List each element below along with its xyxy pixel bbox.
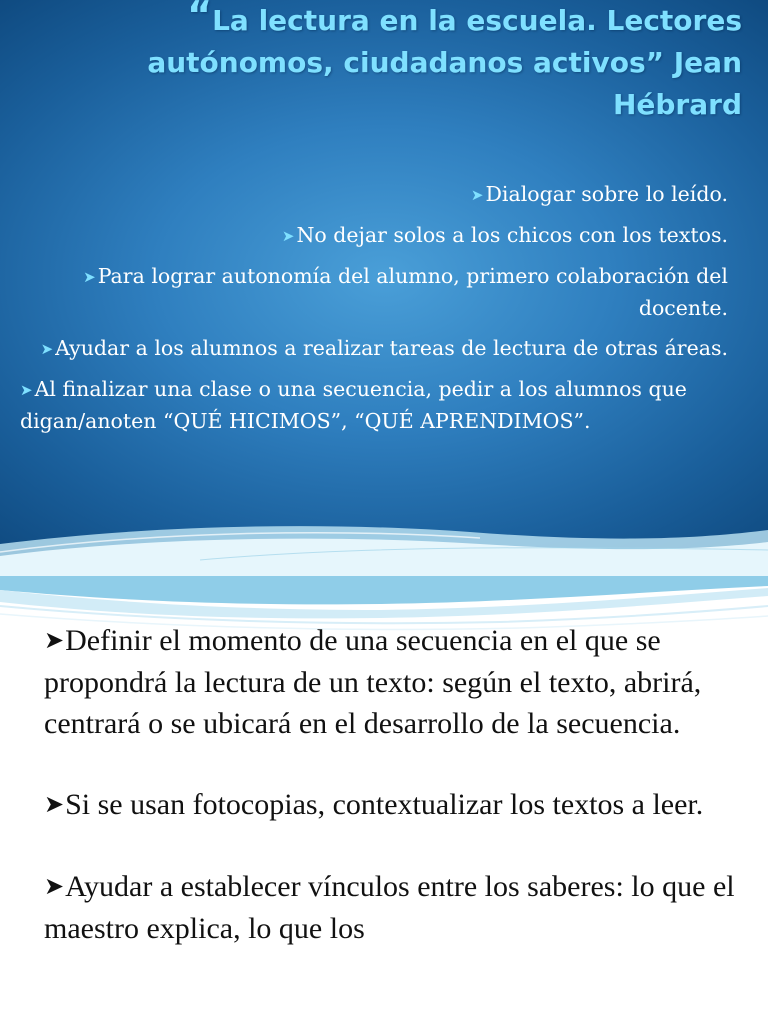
bullet-text: Ayudar a los alumnos a realizar tareas de lectura de otras áreas.	[55, 336, 728, 360]
bullet-item	[20, 179, 728, 211]
title-open-quote: “	[187, 0, 213, 37]
bullet-text: Dialogar sobre lo leído.	[485, 182, 728, 206]
arrow-bullet-icon: ➤	[40, 340, 54, 358]
bullet-item	[20, 261, 728, 324]
bullet-text: Ayudar a establecer vínculos entre los saberes: lo que el maestro explica, lo que los	[44, 870, 735, 945]
arrow-bullet-icon: ➤	[281, 227, 295, 245]
slide-1-bullet-list	[20, 179, 728, 446]
bullet-item	[20, 220, 728, 252]
bottom-wave-decoration	[0, 516, 768, 576]
arrow-bullet-icon: ➤	[44, 628, 65, 654]
bullet-item	[44, 620, 744, 744]
arrow-bullet-icon: ➤	[20, 381, 33, 399]
bullet-text: Al finalizar una clase o una secuencia, pedir a los alumnos que digan/anoten “QUÉ HICIMOS”, “QUÉ APRENDIMOS”.	[20, 377, 687, 433]
bullet-item	[20, 374, 728, 437]
bullet-item	[44, 866, 744, 949]
bullet-text: Definir el momento de una secuencia en el que se propondrá la lectura de un texto: según el texto, abrirá, centrará o se ubicará en el desarrollo de la secuencia.	[44, 624, 702, 740]
arrow-bullet-icon: ➤	[44, 874, 65, 900]
slide-2-bullet-list	[44, 620, 744, 989]
bullet-item	[20, 333, 728, 365]
slide-2	[0, 576, 768, 1024]
slide-title-text: La lectura en la escuela. Lectores autónomos, ciudadanos activos” Jean Hébrard	[147, 4, 742, 121]
bullet-text: Si se usan fotocopias, contextualizar los textos a leer.	[65, 788, 704, 821]
arrow-bullet-icon: ➤	[470, 186, 484, 204]
arrow-bullet-icon: ➤	[83, 268, 96, 286]
arrow-bullet-icon: ➤	[44, 792, 65, 818]
bullet-text: No dejar solos a los chicos con los textos.	[296, 223, 728, 247]
bullet-text: Para lograr autonomía del alumno, primero colaboración del docente.	[97, 264, 728, 320]
bullet-item	[44, 784, 744, 826]
slide-title	[120, 0, 742, 126]
